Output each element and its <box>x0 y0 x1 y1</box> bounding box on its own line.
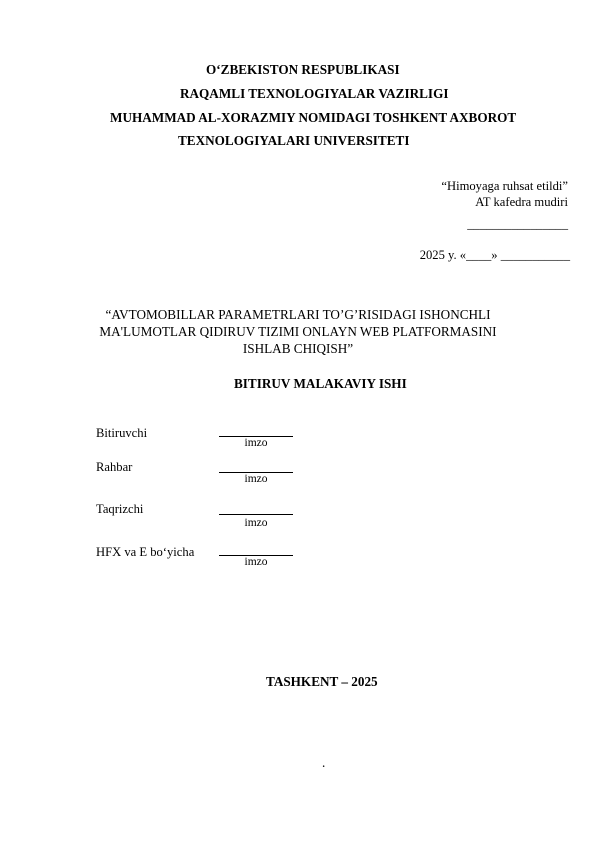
signature-label-safety: HFX va E bo‘yicha <box>96 545 195 559</box>
approval-signature-line: ________________ <box>467 217 568 231</box>
thesis-title-line-3: ISHLAB CHIQISH” <box>242 341 354 356</box>
thesis-title <box>60 306 536 357</box>
signature-label-graduate: Bitiruvchi <box>96 426 148 440</box>
signature-caption-reviewer: imzo <box>244 517 268 529</box>
signature-caption-graduate: imzo <box>244 437 268 449</box>
approval-permission: “Himoyaga ruhsat etildi” <box>441 179 568 193</box>
header-line-ministry: RAQAMLI TEXNOLOGIYALAR VAZIRLIGI <box>180 86 449 101</box>
approval-date-line: 2025 y. «____» ___________ <box>419 248 570 262</box>
signature-caption-safety: imzo <box>244 556 268 568</box>
header-line-university-2: TEXNOLOGIYALARI UNIVERSITETI <box>178 133 410 148</box>
signature-caption-supervisor: imzo <box>244 473 268 485</box>
signature-label-reviewer: Taqrizchi <box>96 502 144 516</box>
header-line-university-1: MUHAMMAD AL-XORAZMIY NOMIDAGI TOSHKENT AXBOROT <box>110 110 517 125</box>
thesis-title-line-1: “AVTOMOBILLAR PARAMETRLARI TO’G’RISIDAGI ISHONCHLI <box>105 307 491 322</box>
thesis-title-line-2: MA'LUMOTLAR QIDIRUV TIZIMI ONLAYN WEB PLATFORMASINI <box>99 324 497 339</box>
approval-position: AT kafedra mudiri <box>475 195 568 209</box>
thesis-type: BITIRUV MALAKAVIY ISHI <box>234 376 407 391</box>
signature-label-supervisor: Rahbar <box>96 460 133 474</box>
footer-dot: . <box>322 755 326 770</box>
header-line-republic: O‘ZBEKISTON RESPUBLIKASI <box>206 62 400 77</box>
footer-city-year: TASHKENT – 2025 <box>266 674 378 689</box>
signature-line-reviewer <box>219 514 293 515</box>
